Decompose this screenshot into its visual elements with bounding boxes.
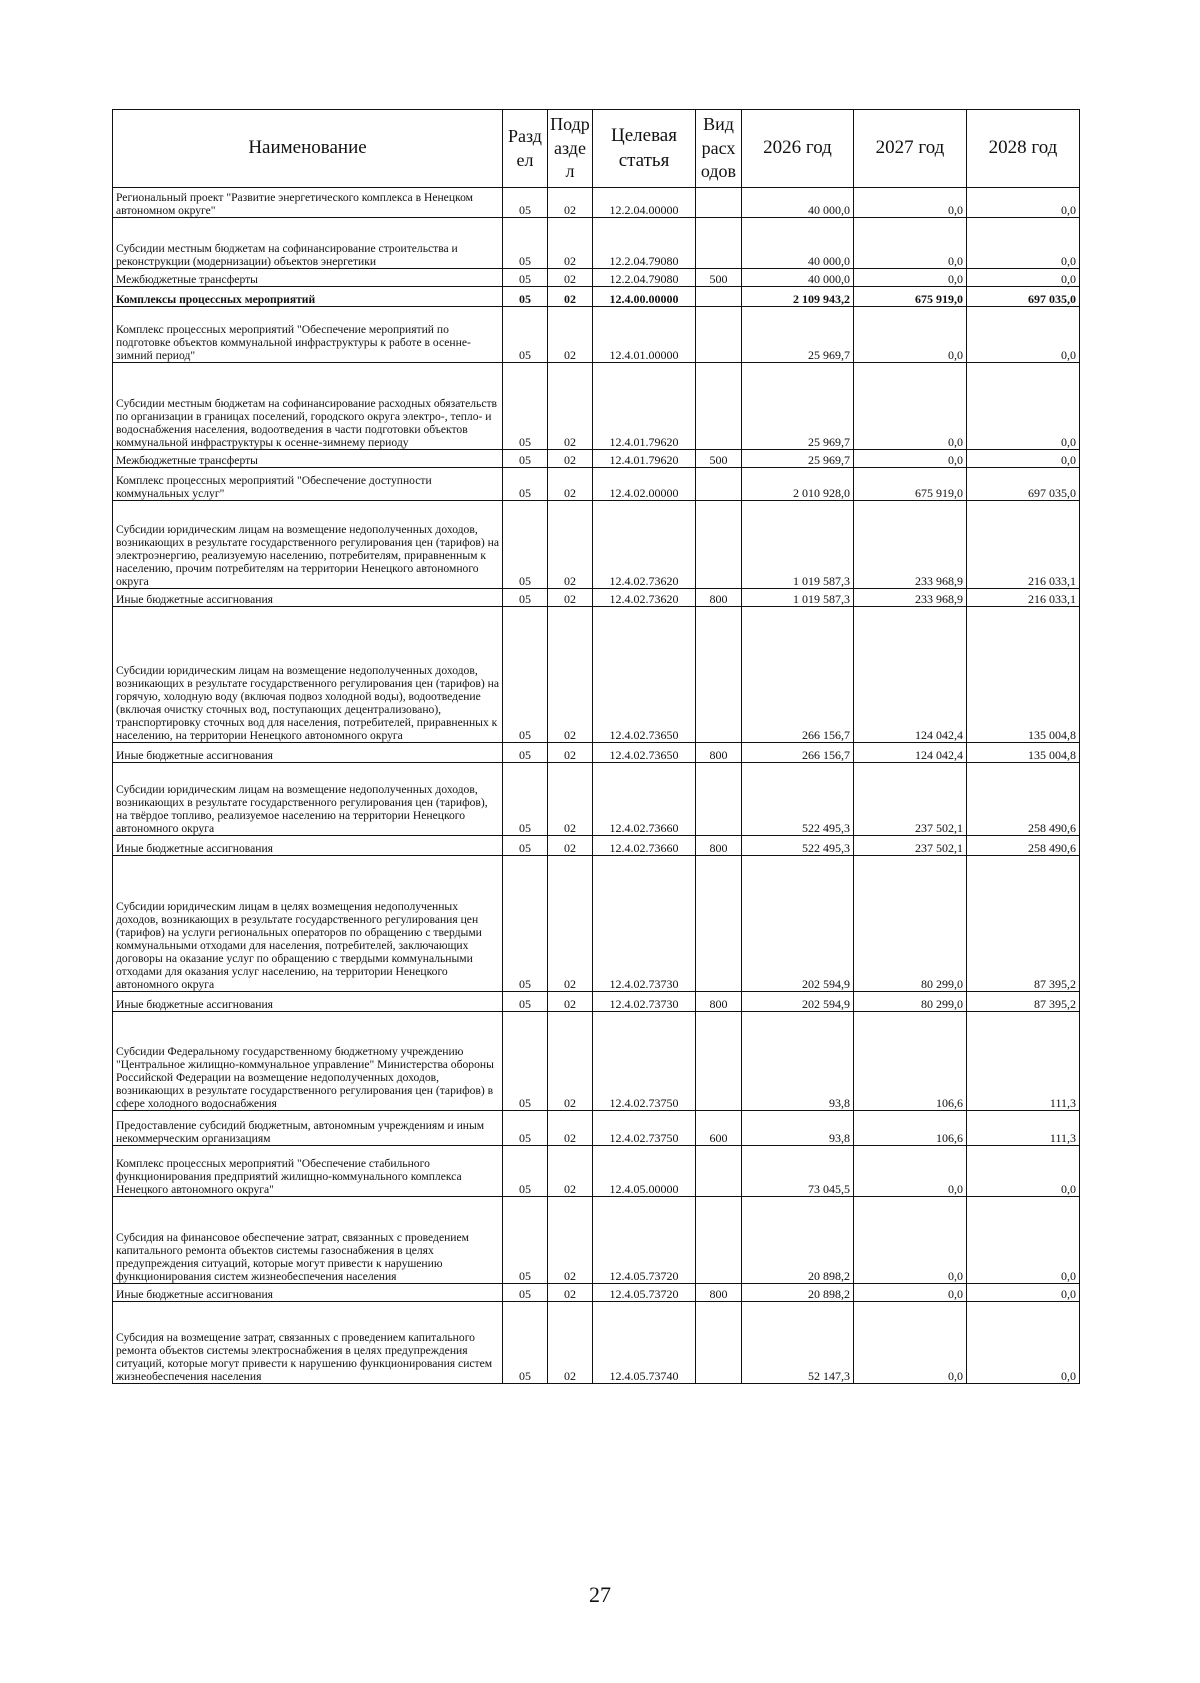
header-2028: 2028 год [967,110,1080,188]
row-2028-cell: 0,0 [967,307,1080,363]
row-section-cell: 05 [503,287,548,307]
row-name-cell: Комплекс процессных мероприятий "Обеспечение мероприятий по подготовке объектов коммунальной инфраструктуры к работе в осенне-зимний период" [113,307,503,363]
table-row [113,589,1080,607]
row-expense-type-cell: 800 [696,743,742,763]
row-target-cell: 12.4.05.00000 [593,1146,696,1197]
row-section-cell: 05 [503,1197,548,1284]
row-subsection-cell: 02 [548,763,593,836]
row-2026-cell: 25 969,7 [742,307,854,363]
row-name-cell: Субсидии юридическим лицам на возмещение недополученных доходов, возникающих в результате государственного регулирования цен (тарифов) на горячую, холодную воду (включая подвоз холодной воды), водоотведение (включая очистку сточных вод, поступающих децентрализовано), транспортировку сточных вод для населения, потребителей, приравненных к населению, на территории Ненецкого автономного округа [113,607,503,743]
row-2026-cell: 1 019 587,3 [742,589,854,607]
row-expense-type-cell: 800 [696,836,742,856]
row-target-cell: 12.4.02.73660 [593,836,696,856]
row-target-cell: 12.4.01.79620 [593,450,696,468]
table-row [113,1197,1080,1284]
row-target-cell: 12.4.02.73730 [593,856,696,992]
row-section-cell: 05 [503,218,548,269]
row-2027-cell: 237 502,1 [854,836,967,856]
row-name-cell: Комплекс процессных мероприятий "Обеспечение доступности коммунальных услуг" [113,468,503,501]
row-2027-cell: 106,6 [854,1111,967,1146]
row-subsection-cell: 02 [548,501,593,589]
row-section-cell: 05 [503,188,548,218]
row-subsection-cell: 02 [548,992,593,1012]
row-target-cell: 12.4.02.73620 [593,501,696,589]
row-2027-cell: 675 919,0 [854,468,967,501]
row-2026-cell: 2 109 943,2 [742,287,854,307]
row-subsection-cell: 02 [548,363,593,450]
budget-table [112,109,1080,1384]
row-section-cell: 05 [503,363,548,450]
header-expense-type: Вид расх одов [696,110,742,188]
row-expense-type-cell [696,468,742,501]
row-subsection-cell: 02 [548,836,593,856]
row-name-cell: Иные бюджетные ассигнования [113,589,503,607]
table-row [113,607,1080,743]
row-2026-cell: 25 969,7 [742,363,854,450]
row-name-cell: Субсидия на финансовое обеспечение затрат, связанных с проведением капитального ремонта объектов системы газоснабжения в целях предупреждения ситуаций, которые могут привести к нарушению функционирования систем жизнеобеспечения населения [113,1197,503,1284]
row-expense-type-cell [696,307,742,363]
row-expense-type-cell [696,501,742,589]
table-row [113,763,1080,836]
row-2028-cell: 697 035,0 [967,468,1080,501]
row-name-cell: Межбюджетные трансферты [113,269,503,287]
row-2028-cell: 258 490,6 [967,763,1080,836]
row-2027-cell: 0,0 [854,1302,967,1384]
row-subsection-cell: 02 [548,589,593,607]
row-subsection-cell: 02 [548,1146,593,1197]
row-expense-type-cell [696,763,742,836]
row-2026-cell: 1 019 587,3 [742,501,854,589]
row-2026-cell: 266 156,7 [742,743,854,763]
table-header-row [113,110,1080,188]
row-expense-type-cell [696,1302,742,1384]
row-name-cell: Иные бюджетные ассигнования [113,836,503,856]
row-2028-cell: 111,3 [967,1012,1080,1111]
row-2026-cell: 2 010 928,0 [742,468,854,501]
row-expense-type-cell [696,1012,742,1111]
row-expense-type-cell [696,287,742,307]
row-name-cell: Комплексы процессных мероприятий [113,287,503,307]
row-target-cell: 12.4.05.73720 [593,1284,696,1302]
row-name-cell: Субсидии юридическим лицам на возмещение недополученных доходов, возникающих в результате государственного регулирования цен (тарифов), на твёрдое топливо, реализуемое населению на территории Ненецкого автономного округа [113,763,503,836]
row-target-cell: 12.2.04.79080 [593,269,696,287]
table-row [113,1146,1080,1197]
row-section-cell: 05 [503,1302,548,1384]
row-expense-type-cell: 500 [696,269,742,287]
row-target-cell: 12.4.02.73750 [593,1012,696,1111]
row-2026-cell: 93,8 [742,1111,854,1146]
row-name-cell: Межбюджетные трансферты [113,450,503,468]
table-row [113,856,1080,992]
row-2026-cell: 20 898,2 [742,1197,854,1284]
row-subsection-cell: 02 [548,269,593,287]
row-expense-type-cell: 800 [696,589,742,607]
row-subsection-cell: 02 [548,1111,593,1146]
row-2026-cell: 93,8 [742,1012,854,1111]
table-row [113,501,1080,589]
table-row [113,836,1080,856]
row-target-cell: 12.4.02.73650 [593,743,696,763]
row-2026-cell: 20 898,2 [742,1284,854,1302]
table-row [113,1012,1080,1111]
row-target-cell: 12.4.02.73620 [593,589,696,607]
row-section-cell: 05 [503,450,548,468]
page-number: 27 [589,1582,611,1607]
row-section-cell: 05 [503,743,548,763]
row-2027-cell: 233 968,9 [854,501,967,589]
row-2028-cell: 216 033,1 [967,589,1080,607]
row-2027-cell: 237 502,1 [854,763,967,836]
row-2027-cell: 0,0 [854,307,967,363]
row-expense-type-cell [696,1197,742,1284]
row-name-cell: Субсидии Федеральному государственному бюджетному учреждению "Центральное жилищно-коммунальное управление" Министерства обороны Российской Федерации на возмещение недополученных доходов, возникающих в результате государственного регулирования цен (тарифов) в сфере холодного водоснабжения [113,1012,503,1111]
row-target-cell: 12.4.02.73730 [593,992,696,1012]
row-target-cell: 12.2.04.79080 [593,218,696,269]
row-subsection-cell: 02 [548,1302,593,1384]
row-section-cell: 05 [503,589,548,607]
row-subsection-cell: 02 [548,856,593,992]
row-section-cell: 05 [503,763,548,836]
table-row [113,188,1080,218]
row-2028-cell: 135 004,8 [967,743,1080,763]
row-section-cell: 05 [503,607,548,743]
row-section-cell: 05 [503,307,548,363]
row-target-cell: 12.4.01.79620 [593,363,696,450]
row-2027-cell: 0,0 [854,1284,967,1302]
row-section-cell: 05 [503,1284,548,1302]
row-subsection-cell: 02 [548,307,593,363]
row-2027-cell: 0,0 [854,450,967,468]
row-2027-cell: 0,0 [854,218,967,269]
row-name-cell: Субсидии местным бюджетам на софинансирование строительства и реконструкции (модернизации) объектов энергетики [113,218,503,269]
row-section-cell: 05 [503,836,548,856]
row-subsection-cell: 02 [548,468,593,501]
table-row [113,218,1080,269]
row-target-cell: 12.4.02.73750 [593,1111,696,1146]
row-2026-cell: 202 594,9 [742,992,854,1012]
table-row [113,363,1080,450]
row-2028-cell: 0,0 [967,188,1080,218]
row-subsection-cell: 02 [548,450,593,468]
row-section-cell: 05 [503,269,548,287]
row-2028-cell: 0,0 [967,450,1080,468]
row-2028-cell: 0,0 [967,218,1080,269]
row-2026-cell: 25 969,7 [742,450,854,468]
row-subsection-cell: 02 [548,1284,593,1302]
header-target: Целевая статья [593,110,696,188]
row-target-cell: 12.4.02.73650 [593,607,696,743]
table-row [113,269,1080,287]
header-subsection: Подр азде л [548,110,593,188]
row-2028-cell: 0,0 [967,269,1080,287]
table-row [113,1284,1080,1302]
table-row [113,307,1080,363]
row-target-cell: 12.4.05.73740 [593,1302,696,1384]
row-subsection-cell: 02 [548,743,593,763]
row-expense-type-cell [696,218,742,269]
row-subsection-cell: 02 [548,218,593,269]
row-2026-cell: 40 000,0 [742,218,854,269]
row-expense-type-cell [696,188,742,218]
row-2027-cell: 80 299,0 [854,856,967,992]
row-2026-cell: 266 156,7 [742,607,854,743]
row-target-cell: 12.4.02.00000 [593,468,696,501]
row-2027-cell: 675 919,0 [854,287,967,307]
row-expense-type-cell [696,607,742,743]
row-2028-cell: 216 033,1 [967,501,1080,589]
row-section-cell: 05 [503,992,548,1012]
table-row [113,468,1080,501]
table-row [113,450,1080,468]
row-section-cell: 05 [503,1111,548,1146]
row-section-cell: 05 [503,501,548,589]
row-expense-type-cell: 800 [696,992,742,1012]
row-2027-cell: 0,0 [854,1197,967,1284]
row-2027-cell: 124 042,4 [854,743,967,763]
row-section-cell: 05 [503,1012,548,1111]
row-subsection-cell: 02 [548,607,593,743]
table-row [113,743,1080,763]
table-row [113,1111,1080,1146]
row-2027-cell: 0,0 [854,363,967,450]
row-name-cell: Региональный проект "Развитие энергетического комплекса в Ненецком автономном округе" [113,188,503,218]
row-name-cell: Иные бюджетные ассигнования [113,1284,503,1302]
row-subsection-cell: 02 [548,1197,593,1284]
row-2026-cell: 202 594,9 [742,856,854,992]
row-2026-cell: 40 000,0 [742,269,854,287]
row-section-cell: 05 [503,468,548,501]
row-2026-cell: 40 000,0 [742,188,854,218]
row-name-cell: Предоставление субсидий бюджетным, автономным учреждениям и иным некоммерческим организациям [113,1111,503,1146]
row-subsection-cell: 02 [548,1012,593,1111]
row-name-cell: Субсидия на возмещение затрат, связанных с проведением капитального ремонта объектов системы электроснабжения в целях предупреждения ситуаций, которые могут привести к нарушению функционирования систем жизнеобеспечения населения [113,1302,503,1384]
row-2027-cell: 0,0 [854,1146,967,1197]
row-expense-type-cell: 500 [696,450,742,468]
row-target-cell: 12.4.05.73720 [593,1197,696,1284]
row-2026-cell: 73 045,5 [742,1146,854,1197]
row-expense-type-cell [696,363,742,450]
row-subsection-cell: 02 [548,287,593,307]
row-2028-cell: 0,0 [967,1302,1080,1384]
row-name-cell: Иные бюджетные ассигнования [113,743,503,763]
row-name-cell: Субсидии местным бюджетам на софинансирование расходных обязательств по организации в границах поселений, городского округа электро-, тепло- и водоснабжения населения, водоотведения в части подготовки объектов коммунальной инфраструктуры к осенне-зимнему периоду [113,363,503,450]
row-2026-cell: 522 495,3 [742,836,854,856]
row-name-cell: Субсидии юридическим лицам в целях возмещения недополученных доходов, возникающих в результате государственного регулирования цен (тарифов) на услуги региональных операторов по обращению с твердыми коммунальными отходами для населения, потребителей, заключающих договоры на оказание услуг по обращению с твердыми коммунальными отходами для оказания услуг населению, на территории Ненецкого автономного округа [113,856,503,992]
table-row [113,287,1080,307]
row-2028-cell: 87 395,2 [967,992,1080,1012]
row-target-cell: 12.2.04.00000 [593,188,696,218]
row-2026-cell: 522 495,3 [742,763,854,836]
row-section-cell: 05 [503,856,548,992]
header-2027: 2027 год [854,110,967,188]
header-section: Разд ел [503,110,548,188]
row-2028-cell: 0,0 [967,1146,1080,1197]
row-2027-cell: 106,6 [854,1012,967,1111]
row-2028-cell: 135 004,8 [967,607,1080,743]
row-name-cell: Субсидии юридическим лицам на возмещение недополученных доходов, возникающих в результате государственного регулирования цен (тарифов) на электроэнергию, реализуемую населению, потребителям, приравненным к населению, прочим потребителям на территории Ненецкого автономного округа [113,501,503,589]
row-expense-type-cell: 800 [696,1284,742,1302]
row-2028-cell: 0,0 [967,363,1080,450]
row-target-cell: 12.4.01.00000 [593,307,696,363]
row-name-cell: Комплекс процессных мероприятий "Обеспечение стабильного функционирования предприятий жилищно-коммунального комплекса Ненецкого автономного округа" [113,1146,503,1197]
table-row [113,1302,1080,1384]
row-2027-cell: 0,0 [854,269,967,287]
row-2028-cell: 258 490,6 [967,836,1080,856]
row-2028-cell: 697 035,0 [967,287,1080,307]
row-expense-type-cell: 600 [696,1111,742,1146]
row-2027-cell: 0,0 [854,188,967,218]
row-expense-type-cell [696,856,742,992]
row-2027-cell: 80 299,0 [854,992,967,1012]
row-2026-cell: 52 147,3 [742,1302,854,1384]
row-expense-type-cell [696,1146,742,1197]
row-subsection-cell: 02 [548,188,593,218]
header-2026: 2026 год [742,110,854,188]
row-2028-cell: 111,3 [967,1111,1080,1146]
row-2028-cell: 87 395,2 [967,856,1080,992]
table-row [113,992,1080,1012]
table-body [113,188,1080,1384]
header-name: Наименование [113,110,503,188]
row-2027-cell: 233 968,9 [854,589,967,607]
row-name-cell: Иные бюджетные ассигнования [113,992,503,1012]
row-target-cell: 12.4.00.00000 [593,287,696,307]
row-section-cell: 05 [503,1146,548,1197]
row-2028-cell: 0,0 [967,1284,1080,1302]
row-2028-cell: 0,0 [967,1197,1080,1284]
row-2027-cell: 124 042,4 [854,607,967,743]
row-target-cell: 12.4.02.73660 [593,763,696,836]
